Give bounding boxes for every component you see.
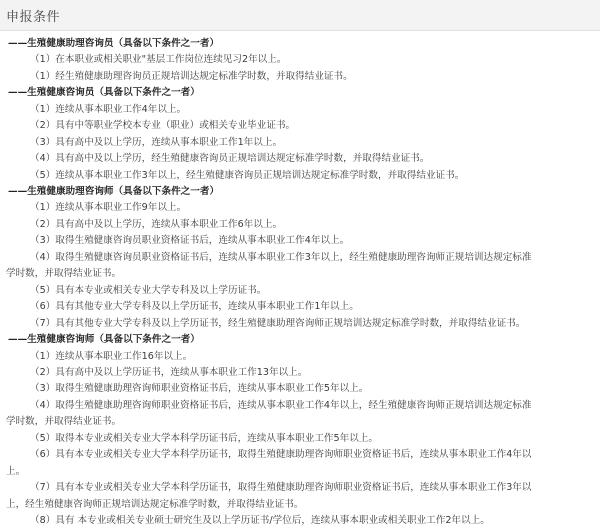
condition-item-continued: 上。 bbox=[6, 466, 26, 477]
condition-item: （5）取得本专业或相关专业大学本科学历证书后，连续从事本职业工作5年以上。 bbox=[30, 433, 378, 444]
condition-item: （3）具有高中及以上学历，连续从事本职业工作1年以上。 bbox=[30, 137, 283, 148]
condition-item: （4）取得生殖健康咨询员职业资格证书后，连续从事本职业工作3年以上，经生殖健康助理咨询师正规培训达规定标准 bbox=[30, 252, 532, 263]
condition-item: （7）具有其他专业大学专科及以上学历证书，经生殖健康助理咨询师正规培训达规定标准学时数，并取得结业证书。 bbox=[30, 318, 526, 329]
condition-item: （6）具有本专业或相关专业大学本科学历证书，取得生殖健康助理咨询师职业资格证书后，连续从事本职业工作4年以 bbox=[30, 449, 532, 460]
condition-item: （4）具有高中及以上学历，经生殖健康咨询员正规培训达规定标准学时数，并取得结业证书。 bbox=[30, 153, 430, 164]
condition-item: （1）在本职业或相关职业"基层工作岗位连续见习2年以上。 bbox=[30, 54, 287, 65]
condition-item-continued: 学时数，并取得结业证书。 bbox=[6, 416, 122, 427]
condition-item-continued: 学时数，并取得结业证书。 bbox=[6, 268, 122, 279]
condition-item: （8）具有 本专业或相关专业硕士研究生及以上学历证书/学位后，连续从事本职业或相关职业工作2年以上。 bbox=[30, 515, 490, 526]
condition-item: （5）连续从事本职业工作3年以上，经生殖健康咨询员正规培训达规定标准学时数，并取得结业证书。 bbox=[30, 170, 465, 181]
page-title: 申报条件 bbox=[6, 10, 61, 25]
condition-item: （2）具有中等职业学校本专业（职业）或相关专业毕业证书。 bbox=[30, 120, 296, 131]
condition-item: （6）具有其他专业大学专科及以上学历证书，连续从事本职业工作1年以上。 bbox=[30, 301, 359, 312]
section-heading: ——生殖健康咨询师（具备以下条件之一者） bbox=[8, 334, 200, 345]
condition-item: （3）取得生殖健康咨询员职业资格证书后，连续从事本职业工作4年以上。 bbox=[30, 235, 350, 246]
condition-item: （1）连续从事本职业工作4年以上。 bbox=[30, 104, 187, 115]
condition-item: （2）具有高中及以上学历，连续从事本职业工作6年以上。 bbox=[30, 219, 283, 230]
condition-item: （7）具有本专业或相关专业大学本科学历证书，取得生殖健康助理咨询师职业资格证书后，连续从事本职业工作3年以 bbox=[30, 482, 532, 493]
section-heading: ——生殖健康咨询员（具备以下条件之一者） bbox=[8, 87, 200, 98]
condition-item: （5）具有本专业或相关专业大学专科及以上学历证书。 bbox=[30, 285, 267, 296]
condition-item-continued: 上，经生殖健康咨询师正规培训达规定标准学时数，并取得结业证书。 bbox=[6, 499, 304, 510]
section-heading: ——生殖健康助理咨询师（具备以下条件之一者） bbox=[8, 186, 220, 197]
condition-item: （4）取得生殖健康助理咨询师职业资格证书后，连续从事本职业工作4年以上，经生殖健康咨询师正规培训达规定标准 bbox=[30, 400, 532, 411]
condition-item: （2）具有高中及以上学历证书，连续从事本职业工作13年以上。 bbox=[30, 367, 308, 378]
condition-item: （1）连续从事本职业工作16年以上。 bbox=[30, 351, 193, 362]
page-header bbox=[0, 0, 600, 31]
condition-item: （1）经生殖健康助理咨询员正规培训达规定标准学时数，并取得结业证书。 bbox=[30, 71, 353, 82]
condition-item: （1）连续从事本职业工作9年以上。 bbox=[30, 202, 187, 213]
condition-item: （3）取得生殖健康助理咨询师职业资格证书后，连续从事本职业工作5年以上。 bbox=[30, 383, 369, 394]
section-heading: ——生殖健康助理咨询员（具备以下条件之一者） bbox=[8, 38, 220, 49]
